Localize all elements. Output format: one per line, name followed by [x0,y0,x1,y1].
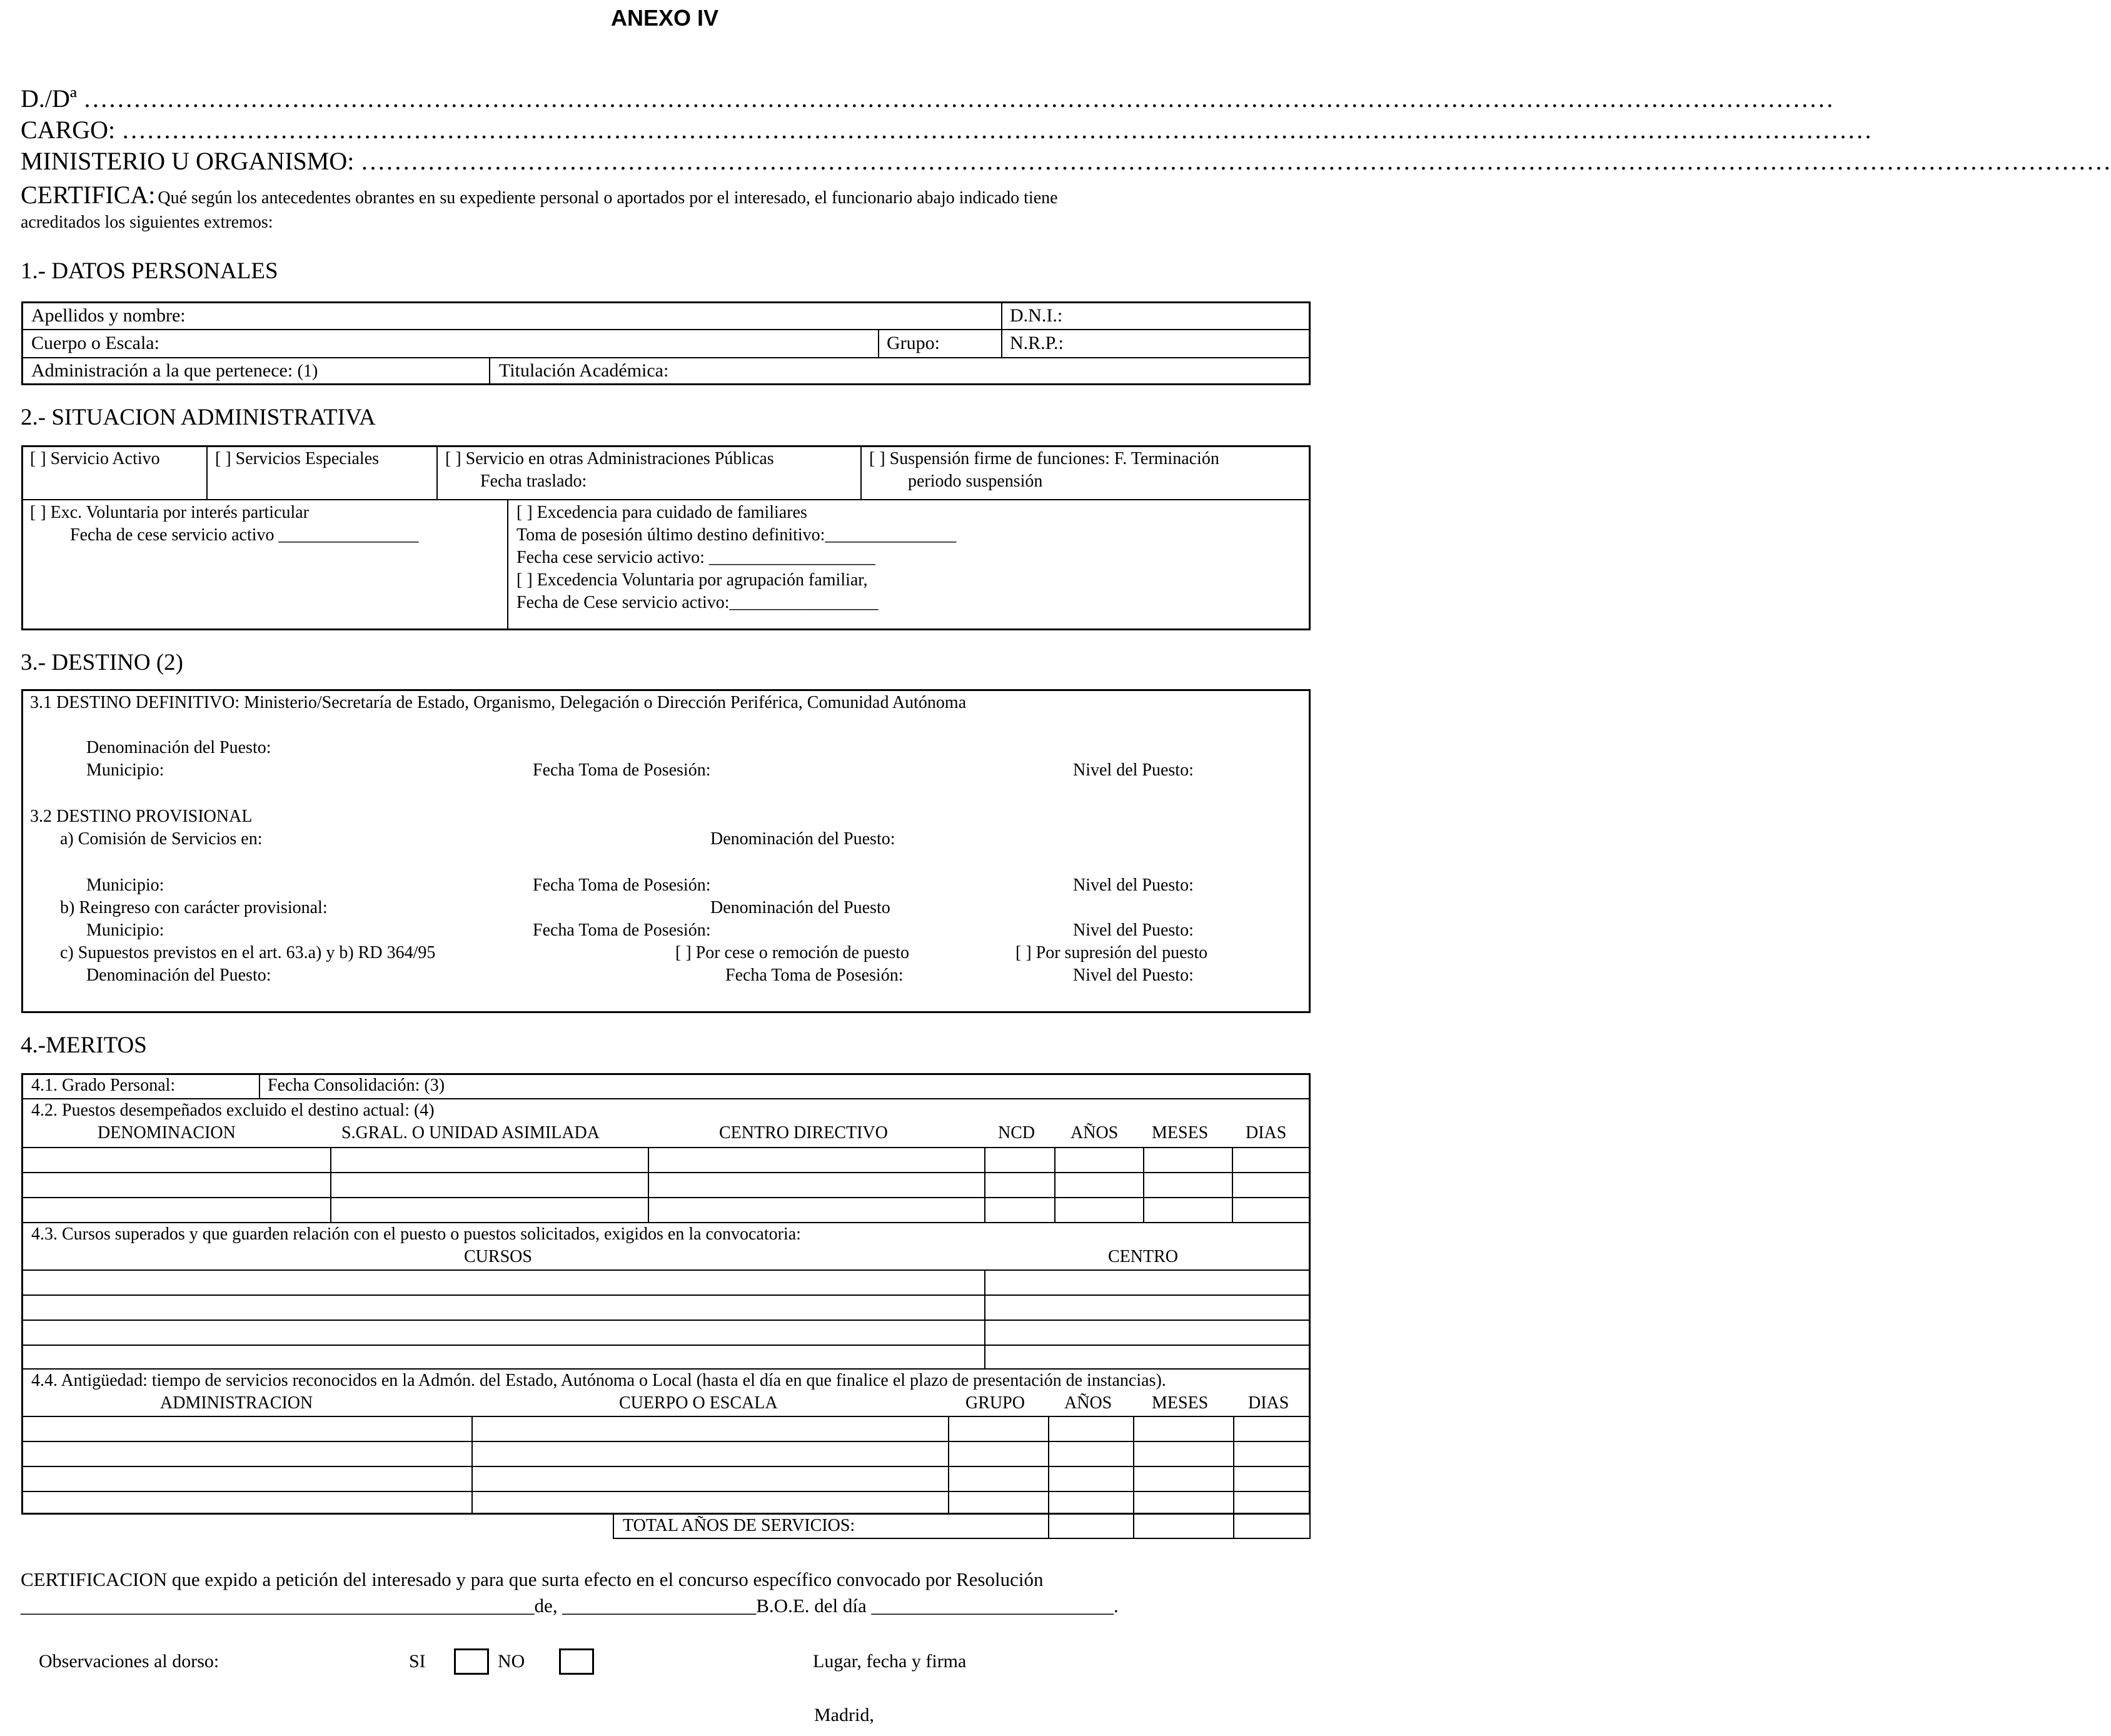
ministerio-dots[interactable]: ………………………………………………………………………………………………………………………………………………………………………………………… [360,147,2111,175]
col-cuerpo-escala: CUERPO O ESCALA [619,1393,778,1413]
reingreso-label[interactable]: b) Reingreso con carácter provisional: [60,898,328,917]
no-checkbox[interactable] [559,1648,594,1675]
comision-servicios-label[interactable]: a) Comisión de Servicios en: [60,829,263,849]
b-denominacion-label[interactable]: Denominación del Puesto [710,898,890,917]
section-2-title: 2.- SITUACION ADMINISTRATIVA [21,405,376,430]
administracion-note: (1) [297,361,318,381]
apellidos-label[interactable]: Apellidos y nombre: [31,305,186,326]
observaciones-label: Observaciones al dorso: [39,1651,219,1672]
cursos-label: 4.3. Cursos superados y que guarden relación con el puesto o puestos solicitados, exigidos en la convocatoria: [31,1224,801,1244]
def-municipio-label[interactable]: Municipio: [86,760,164,780]
cese-remocion-option[interactable]: [ ] Por cese o remoción de puesto [675,943,909,962]
madrid-label[interactable]: Madrid, [814,1705,874,1725]
section-4-title: 4.-MERITOS [21,1032,147,1058]
col-cursos: CURSOS [464,1247,532,1266]
exc-voluntaria-fecha[interactable]: Fecha de cese servicio activo ________________ [70,525,419,545]
supresion-puesto-option[interactable]: [ ] Por supresión del puesto [1015,943,1208,962]
servicio-activo-option[interactable]: [ ] Servicio Activo [30,449,160,468]
ministerio-label: MINISTERIO U ORGANISMO: [21,147,355,175]
exc-agrupacion-option[interactable]: [ ] Excedencia Voluntaria por agrupación familiar, [516,570,868,590]
antiguedad-label: 4.4. Antigüedad: tiempo de servicios reconocidos en la Admón. del Estado, Autónoma o Local (hasta el día en que finalice el plazo de presentación de instancias). [31,1371,1166,1390]
col-administracion: ADMINISTRACION [160,1393,313,1413]
c-nivel-label[interactable]: Nivel del Puesto: [1073,966,1194,985]
destino-definitivo-label: 3.1 DESTINO DEFINITIVO: [30,693,240,712]
certifica-line [21,183,1058,208]
col-dias: DIAS [1246,1123,1287,1143]
col-centro: CENTRO [1108,1247,1178,1266]
titulacion-label[interactable]: Titulación Académica: [499,360,669,381]
col-centro-directivo: CENTRO DIRECTIVO [719,1123,888,1143]
exc-toma-posesion[interactable]: Toma de posesión último destino definitivo:_______________ [516,525,957,545]
def-fecha-toma-label[interactable]: Fecha Toma de Posesión: [533,760,711,780]
exc-agrupacion-fecha[interactable]: Fecha de Cese servicio activo:_________________ [516,593,879,612]
certifica-text-2: acreditados los siguientes extremos: [21,213,273,232]
col-antig-meses: MESES [1152,1393,1209,1413]
suspension-option[interactable]: [ ] Suspensión firme de funciones: F. Terminación [869,449,1219,468]
servicios-especiales-option[interactable]: [ ] Servicios Especiales [215,449,380,468]
cargo-line [21,116,1873,144]
fecha-consolidacion-label[interactable]: Fecha Consolidación: (3) [268,1076,445,1095]
si-checkbox[interactable] [454,1648,489,1675]
exc-voluntaria-option[interactable]: [ ] Exc. Voluntaria por interés particular [30,503,310,522]
cuerpo-label[interactable]: Cuerpo o Escala: [31,333,159,353]
certifica-text: Qué según los antecedentes obrantes en su expediente personal o aportados por el interesado, el funcionario abajo indicado tiene [158,188,1058,208]
no-label: NO [498,1651,525,1672]
exc-cuidado-option[interactable]: [ ] Excedencia para cuidado de familiares [516,503,807,522]
certifica-label: CERTIFICA: [21,181,156,209]
b-fecha-toma-label[interactable]: Fecha Toma de Posesión: [533,921,711,940]
col-meses: MESES [1152,1123,1209,1143]
col-sgral: S.GRAL. O UNIDAD ASIMILADA [341,1123,600,1143]
dni-label[interactable]: D.N.I.: [1010,305,1063,326]
cargo-label: CARGO: [21,116,116,144]
otras-administraciones-option[interactable]: [ ] Servicio en otras Administraciones Públicas [445,449,774,468]
lugar-fecha-firma-label: Lugar, fecha y firma [813,1651,967,1672]
destino-definitivo-text: Ministerio/Secretaría de Estado, Organismo, Delegación o Dirección Periférica, Comunidad Autónoma [244,693,967,712]
total-anos-label[interactable]: TOTAL AÑOS DE SERVICIOS: [623,1516,855,1535]
administracion-cell[interactable] [31,360,318,381]
destino-provisional-label: 3.2 DESTINO PROVISIONAL [30,807,253,826]
col-antig-dias: DIAS [1248,1393,1289,1413]
nrp-label[interactable]: N.R.P.: [1010,333,1064,353]
a-municipio-label[interactable]: Municipio: [86,876,164,895]
col-denominacion: DENOMINACION [98,1123,236,1143]
certificacion-line-2[interactable]: _____________________________________________________de, ____________________B.O.E. del día _________________________. [21,1595,1119,1617]
si-label: SI [409,1651,426,1672]
col-grupo: GRUPO [965,1393,1025,1413]
grado-personal-label[interactable]: 4.1. Grado Personal: [31,1076,176,1095]
dd-line [21,84,1834,113]
section-3-title: 3.- DESTINO (2) [21,650,183,675]
fecha-traslado-label: Fecha traslado: [480,472,587,491]
grupo-label[interactable]: Grupo: [887,333,940,353]
cargo-dots[interactable]: ………………………………………………………………………………………………………………………………………………………………………………………… [121,116,1873,144]
c-denominacion-label[interactable]: Denominación del Puesto: [86,966,271,985]
exc-fecha-cese[interactable]: Fecha cese servicio activo: ___________________ [516,548,875,567]
dd-label: D./Dª [21,84,77,113]
administracion-label: Administración a la que pertenece: [31,360,293,381]
a-denominacion-label[interactable]: Denominación del Puesto: [710,829,895,849]
a-nivel-label[interactable]: Nivel del Puesto: [1073,876,1194,895]
a-fecha-toma-label[interactable]: Fecha Toma de Posesión: [533,876,711,895]
dd-dots[interactable]: ………………………………………………………………………………………………………………………………………………………………………………………… [83,84,1834,113]
b-municipio-label[interactable]: Municipio: [86,921,164,940]
col-ncd: NCD [998,1123,1035,1143]
suspension-periodo-label: periodo suspensión [908,472,1043,491]
puestos-label: 4.2. Puestos desempeñados excluido el destino actual: (4) [31,1101,435,1120]
b-nivel-label[interactable]: Nivel del Puesto: [1073,921,1194,940]
col-antig-anos: AÑOS [1064,1393,1112,1413]
col-anos: AÑOS [1071,1123,1119,1143]
section-1-title: 1.- DATOS PERSONALES [21,258,278,284]
page-title: ANEXO IV [610,5,719,31]
def-denominacion-label[interactable]: Denominación del Puesto: [86,738,271,757]
destino-definitivo-line [30,693,966,713]
ministerio-line [21,147,2111,175]
certificacion-line-1: CERTIFICACION que expido a petición del interesado y para que surta efecto en el concurso específico convocado por Resolución [21,1568,1044,1590]
supuestos-label: c) Supuestos previstos en el art. 63.a) y b) RD 364/95 [60,943,436,962]
c-fecha-toma-label[interactable]: Fecha Toma de Posesión: [725,966,904,985]
def-nivel-label[interactable]: Nivel del Puesto: [1073,760,1194,780]
